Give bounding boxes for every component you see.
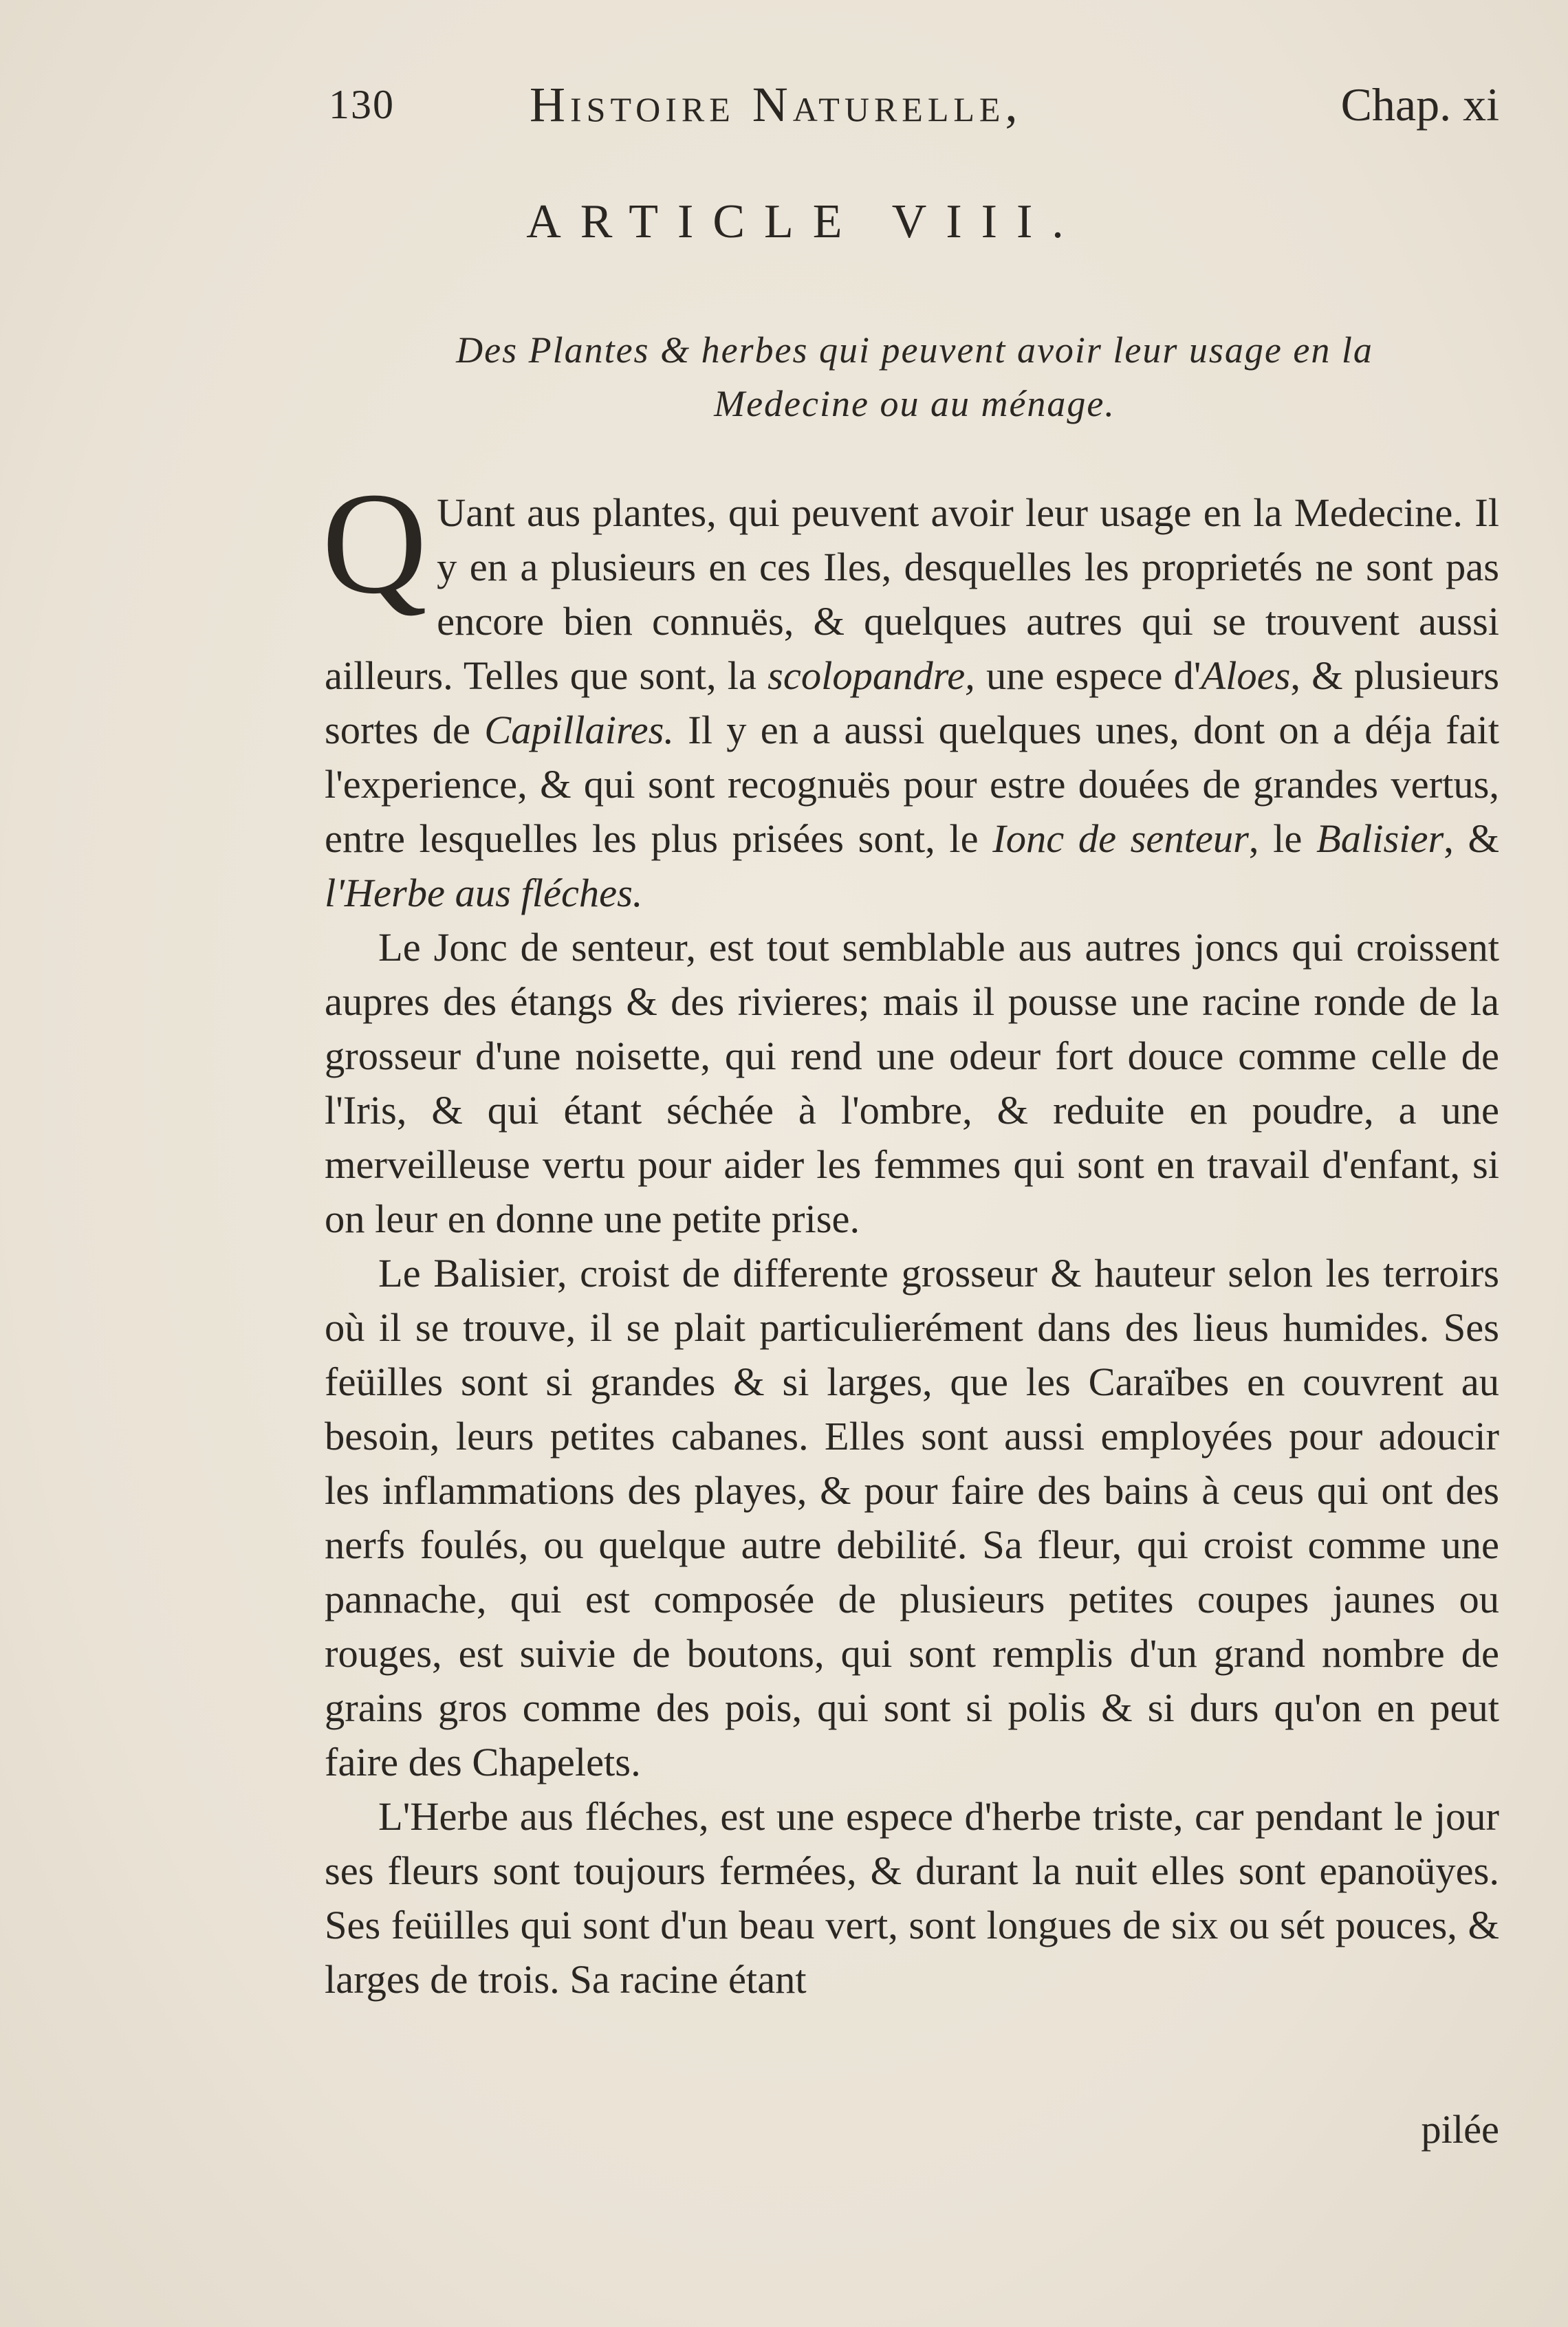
paragraph-plants: Q Uant aus plantes, qui peuvent avoir leur usage en la Medecine. Il y en a plusieurs en ces Iles, desquelles les proprietés ne sont pas encore bien connuës, & quelques autres qui se trouvent aussi ailleurs. Telles que sont, la scolopandre, une espece d'Aloes, & plusieurs sortes de Capillaires. Il y en a aussi quelques unes, dont on a déja fait l'experience, & qui sont recognuës pour estre douées de grandes vertus, entre lesquelles les plus prisées sont, le Ionc de senteur, le Balisier, & l'Herbe aus fléches.: [322, 462, 1499, 915]
term-herbe: l'Herbe aus fléches.: [325, 871, 643, 915]
running-head: [329, 77, 1499, 132]
subtitle-line-2: Medecine ou au ménage.: [714, 383, 1115, 424]
term-jonc: Ionc de senteur: [992, 816, 1249, 861]
paragraph-jonc: Le Jonc de senteur, est tout semblable aus autres joncs qui croissent aupres des étangs & des rivieres; mais il pousse une racine ronde de la grosseur d'une noisette, qui rend une odeur fort douce comme celle de l'Iris, & qui étant séchée à l'ombre, & reduite en poudre, a une merveilleuse vertu pour aider les femmes qui sont en travail d'enfant, si on leur en donne une petite prise.: [325, 925, 1499, 1241]
article-heading: ARTICLE VIII.: [526, 195, 1083, 248]
running-title: Histoire Naturelle,: [530, 77, 1023, 132]
term-scolopandre: scolopandre,: [767, 653, 975, 698]
paragraph-herbe: L'Herbe aus fléches, est une espece d'herbe triste, car pendant le jour ses fleurs sont toujours fermées, & durant la nuit elles sont epanoüyes. Ses feüilles qui sont d'un beau vert, sont longues de six ou sét pouces, & larges de trois. Sa racine étant: [325, 1794, 1499, 2002]
chapter-reference: Chap. xi: [1340, 78, 1499, 131]
paragraph-balisier: Le Balisier, croist de differente grosseur & hauteur selon les terroirs où il se trouve, il se plait particulierément dans des lieus humides. Ses feüilles sont si grandes & si larges, que les Caraïbes en couvrent au besoin, leurs petites cabanes. Elles sont aussi employées pour adoucir les inflammations des playes, & pour faire des bains à ceus qui ont des nerfs foulés, ou quelque autre debilité. Sa fleur, qui croist comme une pannache, qui est composée de plusieurs petites coupes jaunes ou rouges, est suivie de boutons, qui sont remplis d'un grand nombre de grains gros comme des pois, qui sont si polis & si durs qu'on en peut faire des Chapelets.: [325, 1251, 1499, 1784]
page-number: 130: [329, 82, 395, 127]
term-capillaires: Capillaires.: [484, 708, 674, 752]
catchword: pilée: [1421, 2107, 1499, 2152]
term-aloes: Aloes: [1201, 653, 1291, 698]
drop-cap: Q: [322, 462, 428, 624]
article-subtitle: [323, 323, 1506, 430]
term-balisier: Balisier: [1316, 816, 1444, 861]
subtitle-line-1: Des Plantes & herbes qui peuvent avoir leur usage en la: [456, 329, 1373, 371]
body-text: [322, 462, 1499, 2007]
